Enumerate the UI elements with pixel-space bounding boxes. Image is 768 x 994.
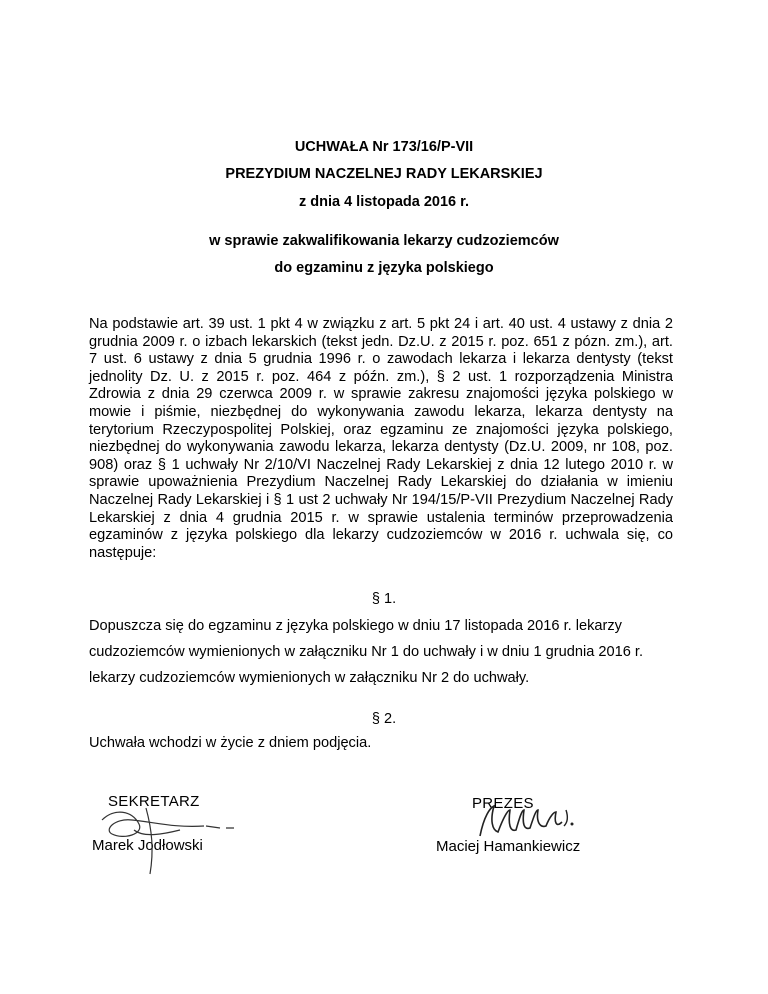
subject-line-2: do egzaminu z języka polskiego: [274, 260, 494, 276]
section-2-text: Uchwała wchodzi w życie z dniem podjęcia.: [89, 735, 372, 751]
section-2-mark: § 2.: [371, 711, 397, 727]
section-1-mark: § 1.: [371, 591, 397, 607]
legal-basis-paragraph: Na podstawie art. 39 ust. 1 pkt 4 w związku z art. 5 pkt 24 i art. 40 ust. 4 ustawy z dnia 2 grudnia 2009 r. o izbach lekarskich (tekst jedn. Dz.U. z 2015 r. poz. 651 z pózn. zm.), art. 7 ust. 6 ustawy z dnia 5 grudnia 1996 r. o zawodach lekarza i lekarza dentysty (tekst jednolity Dz. U. z 2015 r. poz. 464 z późn. zm.), § 2 ust. 1 rozporządzenia Ministra Zdrowia z dnia 29 czerwca 2009 r. w sprawie zakresu znajomości języka polskiego w mowie i piśmie, niezbędnej do wykonywania zawodu lekarza, lekarza dentysty na terytorium Rzeczypospolitej Polskiej, oraz egzaminu ze znajomości języka polskiego, niezbędnej do wykonywania zawodu lekarza, lekarza dentysty (Dz.U. 2009, nr 108, poz. 908) oraz § 1 uchwały Nr 2/10/VI Naczelnej Rady Lekarskiej z dnia 12 lutego 2010 r. w sprawie upoważnienia Prezydium Naczelnej Rady Lekarskiej do działania w imieniu Naczelnej Rady Lekarskiej i § 1 ust 2 uchwały Nr 194/15/P-VII Prezydium Naczelnej Rady Lekarskiej z dnia 4 grudnia 2015 r. w sprawie ustalenia terminów przeprowadzenia egzaminów z języka polskiego dla lekarzy cudzoziemców w 2016 r. uchwala się, co następuje:: [89, 316, 673, 561]
resolution-number: UCHWAŁA Nr 173/16/P-VII: [294, 139, 474, 155]
president-name: Maciej Hamankiewicz: [436, 838, 581, 855]
resolution-date: z dnia 4 listopada 2016 r.: [298, 194, 470, 210]
secretary-name: Marek Jodłowski: [92, 837, 203, 854]
section-1-text: Dopuszcza się do egzaminu z języka polskiego w dniu 17 listopada 2016 r. lekarzy cudzoziemców wymienionych w załączniku Nr 1 do uchwały i w dniu 1 grudnia 2016 r. lekarzy cudzoziemców wymienionych w załączniku Nr 2 do uchwały.: [89, 618, 644, 686]
secretary-signature: [84, 790, 244, 880]
issuing-body: PREZYDIUM NACZELNEJ RADY LEKARSKIEJ: [225, 166, 543, 182]
subject-line-1: w sprawie zakwalifikowania lekarzy cudzoziemców: [209, 233, 559, 249]
secretary-title: SEKRETARZ: [108, 793, 200, 810]
president-title: PREZES: [472, 795, 534, 812]
president-signature: [470, 796, 580, 846]
